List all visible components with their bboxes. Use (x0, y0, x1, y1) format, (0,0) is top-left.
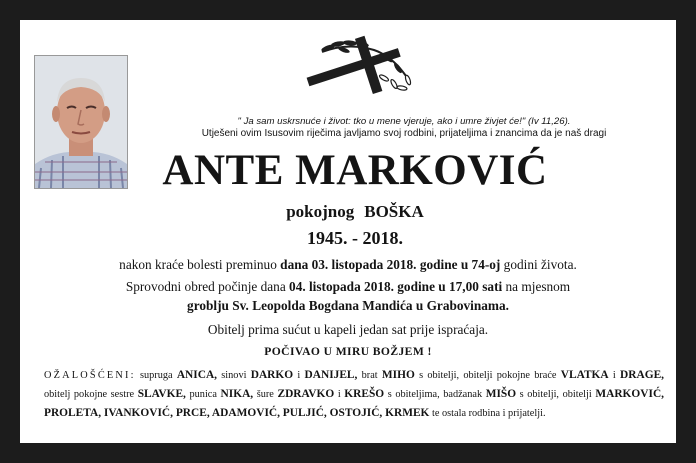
mourner-text: supruga (135, 370, 177, 381)
funeral-date-line (20, 278, 676, 295)
mourner-text: i (608, 370, 621, 381)
bible-quote: " Ja sam uskrsnuće i život: tko u mene vjeruje, ako i umre živjet će!" (Iv 11,26). (237, 116, 571, 127)
mourner-text: s obiteljima, badžanak (384, 389, 486, 400)
life-years: 1945. - 2018. (307, 228, 403, 248)
deceased-name: ANTE MARKOVIĆ (162, 147, 548, 194)
mourner-text: s obitelji, obitelji (516, 389, 596, 400)
cemetery-line (20, 297, 676, 314)
mourner-name: DARKO (250, 369, 294, 381)
death-date-line (20, 256, 676, 273)
mourner-name: DRAGE, (620, 369, 665, 381)
mourner-text: brat (357, 370, 382, 381)
mourner-text: punica (185, 389, 221, 400)
mourner-name: NIKA, (220, 388, 254, 400)
mourner-name: MARKOVIĆ, PROLETA, IVANKOVIĆ, PRCE, ADAMOVIĆ, PULJIĆ, OSTOJIĆ, KRMEK (44, 388, 665, 419)
mourners-list (44, 366, 664, 423)
mourner-text: šure (253, 389, 278, 400)
portrait-photo (34, 55, 128, 189)
nickname-line (132, 201, 578, 223)
mourner-text: te ostala rodbina i prijatelji. (429, 408, 546, 419)
rest-in-peace: POČIVAO U MIRU BOŽJEM ! (264, 345, 432, 358)
death-date-prefix: nakon kraće bolesti preminuo (119, 257, 281, 272)
funeral-date: 04. listopada 2018. godine u 17,00 sati (289, 279, 503, 294)
cemetery-name: groblju Sv. Leopolda Bogdana Mandića u Grabovinama. (187, 298, 509, 313)
nickname-label: pokojnog (286, 202, 355, 221)
portrait-illustration (35, 56, 127, 188)
condolence-line: Obitelj prima sućut u kapeli jedan sat prije ispraćaja. (207, 322, 489, 337)
mourner-name: VLATKA (560, 369, 609, 381)
mourner-name: MIŠO (485, 388, 517, 400)
mourner-name: MIHO (381, 369, 415, 381)
mourner-name: DANIJEL, (304, 369, 358, 381)
mourner-name: KREŠO (344, 388, 385, 400)
mourner-name: ZDRAVKO (277, 388, 335, 400)
death-date: dana 03. listopada 2018. godine u 74-oj (280, 257, 501, 272)
mourner-text: s obitelji, obitelji pokojne braće (414, 370, 561, 381)
mourner-name: ANICA, (176, 369, 218, 381)
mourners-label: OŽALOŠĆENI: (44, 370, 136, 381)
nickname: BOŠKA (364, 202, 424, 221)
cross-with-olive-branch-icon (288, 34, 424, 98)
intro-text: Utješeni ovim Isusovim riječima javljamo svoj rodbini, prijateljima i znancima da je naš dragi (201, 128, 607, 139)
mourner-name: SLAVKE, (137, 388, 186, 400)
obituary-card (20, 20, 676, 443)
mourner-text: i (334, 389, 345, 400)
mourner-text: obitelj pokojne sestre (44, 389, 138, 400)
mourner-text: sinovi (217, 370, 251, 381)
funeral-prefix: Sprovodni obred počinje dana (125, 279, 290, 294)
death-date-suffix: godini života. (500, 257, 577, 272)
mourner-text: i (293, 370, 305, 381)
funeral-suffix: na mjesnom (502, 279, 571, 294)
